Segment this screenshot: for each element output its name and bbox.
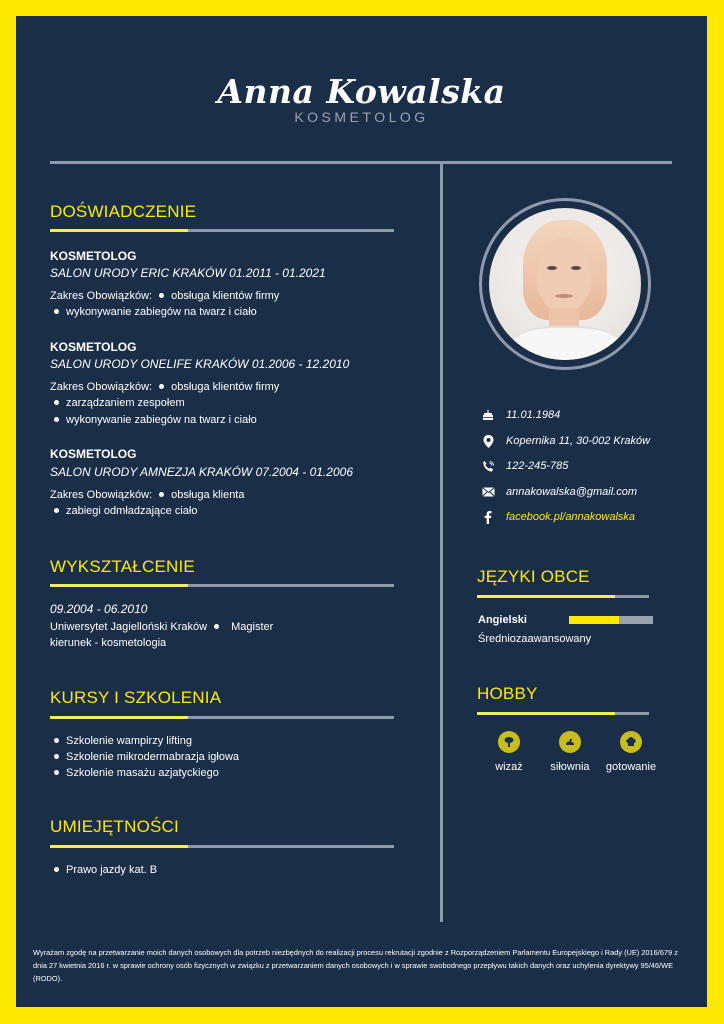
hobby-item: gotowanie <box>596 731 666 773</box>
job-duties <box>50 489 244 501</box>
muscle-icon <box>559 731 581 753</box>
profile-photo <box>489 208 641 360</box>
course-item: Szkolenie masażu azjatyckiego <box>54 767 219 779</box>
duty-item: wykonywanie zabiegów na twarz i ciało <box>54 306 257 318</box>
education-heading-bar <box>50 584 394 587</box>
duty-item: wykonywanie zabiegów na twarz i ciało <box>54 414 257 426</box>
job-company: SALON URODY ERIC KRAKÓW 01.2011 - 01.2021 <box>50 266 326 280</box>
job-position: KOSMETOLOG <box>50 447 137 461</box>
education-heading: WYKSZTAŁCENIE <box>50 557 195 576</box>
course-item: Szkolenie wampirzy lifting <box>54 735 192 747</box>
language-level: Średniozaawansowany <box>478 633 592 645</box>
hobby-heading: HOBBY <box>477 684 538 703</box>
course-item: Szkolenie mikrodermabrazja igłowa <box>54 751 239 763</box>
duty-item: obsługa klientów firmy <box>171 290 280 302</box>
candidate-title: KOSMETOLOG <box>294 109 429 125</box>
contact-phone: 122-245-785 <box>481 457 568 475</box>
duties-label: Zakres Obowiązków: <box>50 489 153 501</box>
job-company: SALON URODY ONELIFE KRAKÓW 01.2006 - 12.2010 <box>50 357 350 371</box>
education-field: kierunek - kosmetologia <box>50 637 167 649</box>
column-divider <box>440 161 443 922</box>
profile-photo-frame <box>479 198 651 370</box>
job-company: SALON URODY AMNEZJA KRAKÓW 07.2004 - 01.2006 <box>50 465 354 479</box>
job-duties <box>50 290 279 302</box>
duties-label: Zakres Obowiązków: <box>50 290 153 302</box>
courses-heading: KURSY I SZKOLENIA <box>50 688 222 707</box>
contact-email[interactable]: annakowalska@gmail.com <box>481 483 637 501</box>
job-position: KOSMETOLOG <box>50 340 137 354</box>
contact-address: Kopernika 11, 30-002 Kraków <box>481 432 650 450</box>
facebook-icon <box>481 510 495 524</box>
languages-heading-bar <box>477 595 649 598</box>
languages-heading: JĘZYKI OBCE <box>477 567 590 586</box>
duty-item: zarządzaniem zespołem <box>54 397 185 409</box>
birthday-cake-icon <box>481 408 495 422</box>
location-pin-icon <box>481 434 495 448</box>
makeup-icon <box>498 731 520 753</box>
job-position: KOSMETOLOG <box>50 249 137 263</box>
job-duties <box>50 381 279 393</box>
contact-facebook[interactable]: facebook.pl/annakowalska <box>481 508 635 526</box>
language-level-bar <box>569 616 653 624</box>
gdpr-consent: Wyrażam zgodę na przetwarzanie moich danych osobowych dla potrzeb niezbędnych do realizacji procesu rekrutacji zgodnie z Rozporządzeniem Parlamentu Europejskiego i Rady (UE) 2016/679 z dnia 27 kwietnia 2016 r. w sprawie ochrony osób fizycznych w związku z przetwarzaniem danych osobowych i w sprawie swobodnego przepływu takich danych oraz uchylenia dyrektywy 95/46/WE (RODO). <box>33 948 678 983</box>
duty-item: obsługa klienta <box>171 489 245 501</box>
courses-heading-bar <box>50 716 394 719</box>
education-school-line <box>50 621 273 633</box>
phone-icon <box>481 459 495 473</box>
duty-item: zabiegi odmładzające ciało <box>54 505 197 517</box>
hobby-item: siłownia <box>535 731 605 773</box>
education-school: Uniwersytet Jagielloński Kraków <box>50 621 208 633</box>
resume-page <box>16 16 707 1007</box>
chef-hat-icon <box>620 731 642 753</box>
header-divider <box>50 161 672 164</box>
contact-birthdate: 11.01.1984 <box>481 406 560 424</box>
skill-item: Prawo jazdy kat. B <box>54 864 157 876</box>
education-degree: Magister <box>231 621 274 633</box>
experience-heading-bar <box>50 229 394 232</box>
hobby-item: wizaż <box>474 731 544 773</box>
skills-heading: UMIEJĘTNOŚCI <box>50 817 179 836</box>
skills-heading-bar <box>50 845 394 848</box>
envelope-icon <box>481 485 495 499</box>
hobby-heading-bar <box>477 712 649 715</box>
language-name: Angielski <box>478 614 527 626</box>
duties-label: Zakres Obowiązków: <box>50 381 153 393</box>
candidate-name: Anna Kowalska <box>217 72 506 111</box>
experience-heading: DOŚWIADCZENIE <box>50 202 197 221</box>
duty-item: obsługa klientów firmy <box>171 381 280 393</box>
education-dates: 09.2004 - 06.2010 <box>50 602 148 616</box>
